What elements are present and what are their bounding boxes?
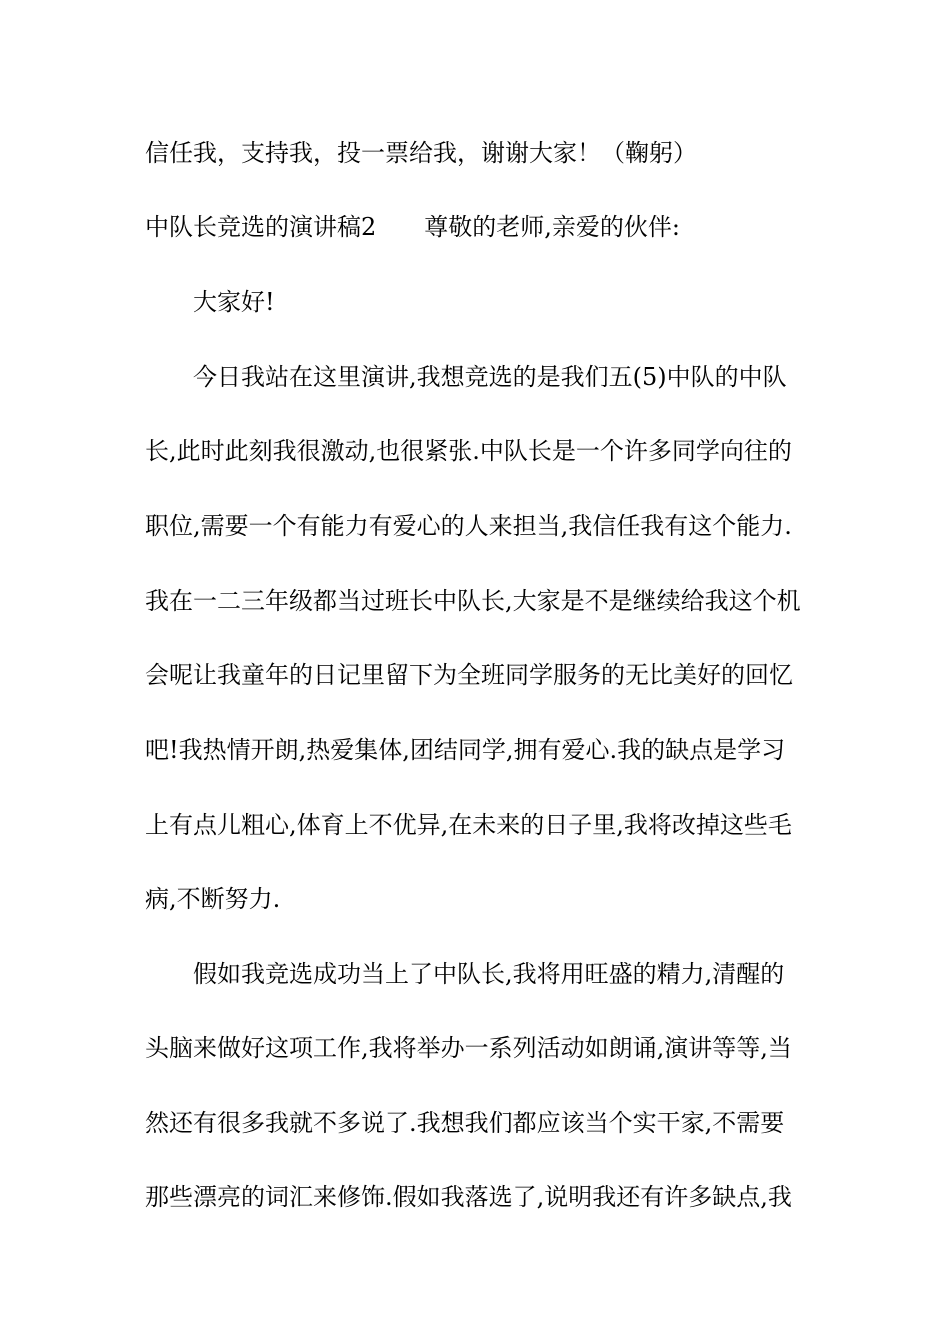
paragraph-line: 然还有很多我就不多说了.我想我们都应该当个实干家,不需要 bbox=[145, 1109, 785, 1137]
paragraph-line: 长,此时此刻我很激动,也很紧张.中队长是一个许多同学向往的 bbox=[145, 437, 792, 465]
greeting-line: 大家好! bbox=[193, 288, 275, 316]
salutation: 尊敬的老师,亲爱的伙伴: bbox=[424, 213, 680, 241]
closing-line: 信任我，支持我，投一票给我，谢谢大家！（鞠躬） bbox=[145, 139, 697, 167]
paragraph-line: 病,不断努力. bbox=[145, 885, 281, 913]
paragraph-line: 吧!我热情开朗,热爱集体,团结同学,拥有爱心.我的缺点是学习 bbox=[145, 736, 786, 764]
paragraph-line: 头脑来做好这项工作,我将举办一系列活动如朗诵,演讲等等,当 bbox=[145, 1034, 792, 1062]
paragraph-line: 职位,需要一个有能力有爱心的人来担当,我信任我有这个能力. bbox=[145, 512, 792, 540]
paragraph-line: 今日我站在这里演讲,我想竞选的是我们五(5)中队的中队 bbox=[193, 363, 787, 391]
speech-title: 中队长竞选的演讲稿2 bbox=[145, 213, 377, 241]
paragraph-line: 我在一二三年级都当过班长中队长,大家是不是继续给我这个机 bbox=[145, 587, 801, 615]
paragraph-line: 会呢让我童年的日记里留下为全班同学服务的无比美好的回忆 bbox=[145, 661, 793, 689]
paragraph-line: 上有点儿粗心,体育上不优异,在未来的日子里,我将改掉这些毛 bbox=[145, 811, 792, 839]
paragraph-line: 假如我竞选成功当上了中队长,我将用旺盛的精力,清醒的 bbox=[193, 960, 785, 988]
heading-line bbox=[145, 212, 815, 242]
paragraph-line: 那些漂亮的词汇来修饰.假如我落选了,说明我还有许多缺点,我 bbox=[145, 1183, 792, 1211]
